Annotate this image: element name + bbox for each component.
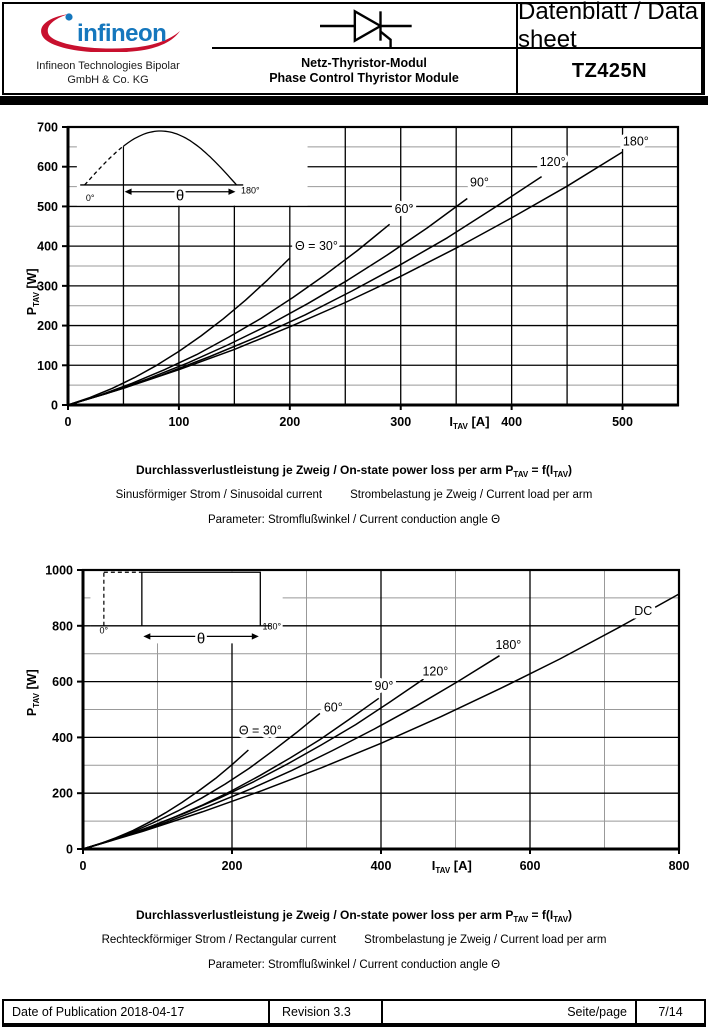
svg-text:200: 200: [279, 415, 301, 429]
x-axis-title: $I_{TAV}$ [A]: [449, 414, 490, 432]
svg-text:600: 600: [37, 160, 58, 175]
svg-text:180°: 180°: [622, 134, 649, 149]
svg-text:Θ = 30°: Θ = 30°: [238, 723, 282, 738]
svg-text:300: 300: [37, 279, 58, 294]
waveform-inset: [90, 571, 282, 648]
caption-conditions: Rechteckförmiger Strom / Rectangular current Strombelastung je Zweig / Current load per arm: [101, 934, 607, 946]
svg-text:0: 0: [64, 415, 72, 429]
svg-text:700: 700: [37, 120, 58, 135]
svg-text:θ: θ: [175, 187, 185, 205]
series-labels: [295, 135, 649, 253]
company-name: Infineon Technologies Bipolar GmbH & Co. KG: [36, 60, 180, 86]
caption-rectangular: [0, 903, 708, 978]
svg-text:500: 500: [37, 199, 58, 214]
infineon-logo-icon: [23, 10, 193, 52]
caption-parameter: Parameter: Stromflußwinkel / Current conduction angle Θ: [207, 959, 501, 971]
svg-text:100: 100: [37, 358, 58, 373]
caption-title: Durchlassverlustleistung je Zweig / On-state power loss per arm $P_{TAV} = f(I_{TAV})$: [135, 908, 573, 924]
svg-text:0: 0: [51, 398, 58, 413]
page-number: 7/14: [635, 1001, 704, 1023]
brand-cell: [4, 4, 212, 93]
logo-word: infineon: [77, 20, 167, 47]
svg-text:0: 0: [66, 842, 73, 857]
svg-text:400: 400: [370, 859, 392, 873]
caption-parameter: Parameter: Stromflußwinkel / Current conduction angle Θ: [207, 514, 501, 526]
svg-text:500: 500: [612, 415, 633, 429]
svg-text:300: 300: [390, 415, 412, 429]
product-family: Netz-Thyristor-Modul Phase Control Thyristor Module: [212, 49, 518, 93]
svg-text:200: 200: [37, 319, 58, 334]
svg-text:400: 400: [52, 730, 73, 745]
y-axis-title: $P_{TAV}$ [W]: [25, 669, 42, 717]
header-table: [2, 2, 705, 95]
svg-text:180°: 180°: [262, 621, 282, 632]
svg-text:0°: 0°: [99, 625, 109, 636]
part-number: TZ425N: [518, 49, 703, 93]
svg-text:Θ = 30°: Θ = 30°: [294, 239, 338, 254]
svg-text:1000: 1000: [45, 563, 73, 578]
svg-text:200: 200: [52, 786, 73, 801]
series-labels: [239, 604, 652, 737]
doc-title: Datenblatt / Data sheet: [518, 4, 703, 49]
publication-date: Date of Publication 2018-04-17: [12, 1005, 185, 1019]
svg-text:400: 400: [37, 239, 58, 254]
separator-bar: [0, 96, 708, 105]
waveform-inset: [77, 125, 308, 207]
footer-table: [2, 999, 706, 1027]
revision: Revision 3.3: [268, 1001, 381, 1023]
svg-text:120°: 120°: [539, 154, 566, 169]
svg-text:0°: 0°: [85, 192, 95, 203]
page-label: Seite/page: [381, 1001, 635, 1023]
svg-text:180°: 180°: [241, 185, 260, 196]
chart-sinusoidal-power-loss: [0, 105, 708, 455]
svg-text:180°: 180°: [495, 637, 522, 652]
thyristor-symbol-icon: [304, 4, 424, 48]
svg-text:600: 600: [519, 859, 541, 873]
svg-text:DC: DC: [634, 604, 653, 619]
caption-title: Durchlassverlustleistung je Zweig / On-state power loss per arm $P_{TAV} = f(I_{TAV})$: [135, 463, 573, 479]
svg-text:100: 100: [168, 415, 190, 429]
svg-text:800: 800: [52, 619, 73, 634]
svg-text:400: 400: [501, 415, 523, 429]
svg-text:θ: θ: [196, 630, 206, 648]
x-axis-title: $I_{TAV}$ [A]: [431, 858, 472, 876]
svg-text:120°: 120°: [422, 664, 449, 679]
svg-text:0: 0: [79, 859, 87, 873]
svg-text:800: 800: [668, 859, 690, 873]
caption-sinusoidal: [0, 458, 708, 533]
thyristor-symbol-cell: [212, 4, 518, 49]
svg-text:90°: 90°: [374, 679, 394, 694]
y-axis-title: $P_{TAV}$ [W]: [25, 268, 42, 316]
svg-text:60°: 60°: [323, 700, 343, 715]
svg-text:200: 200: [221, 859, 243, 873]
chart-rectangular-power-loss: [0, 553, 708, 893]
svg-text:60°: 60°: [394, 202, 414, 217]
svg-text:90°: 90°: [470, 175, 489, 190]
svg-text:600: 600: [52, 675, 73, 690]
logo-dot: [65, 13, 72, 20]
caption-conditions: Sinusförmiger Strom / Sinusoidal current Strombelastung je Zweig / Current load per arm: [115, 489, 593, 501]
